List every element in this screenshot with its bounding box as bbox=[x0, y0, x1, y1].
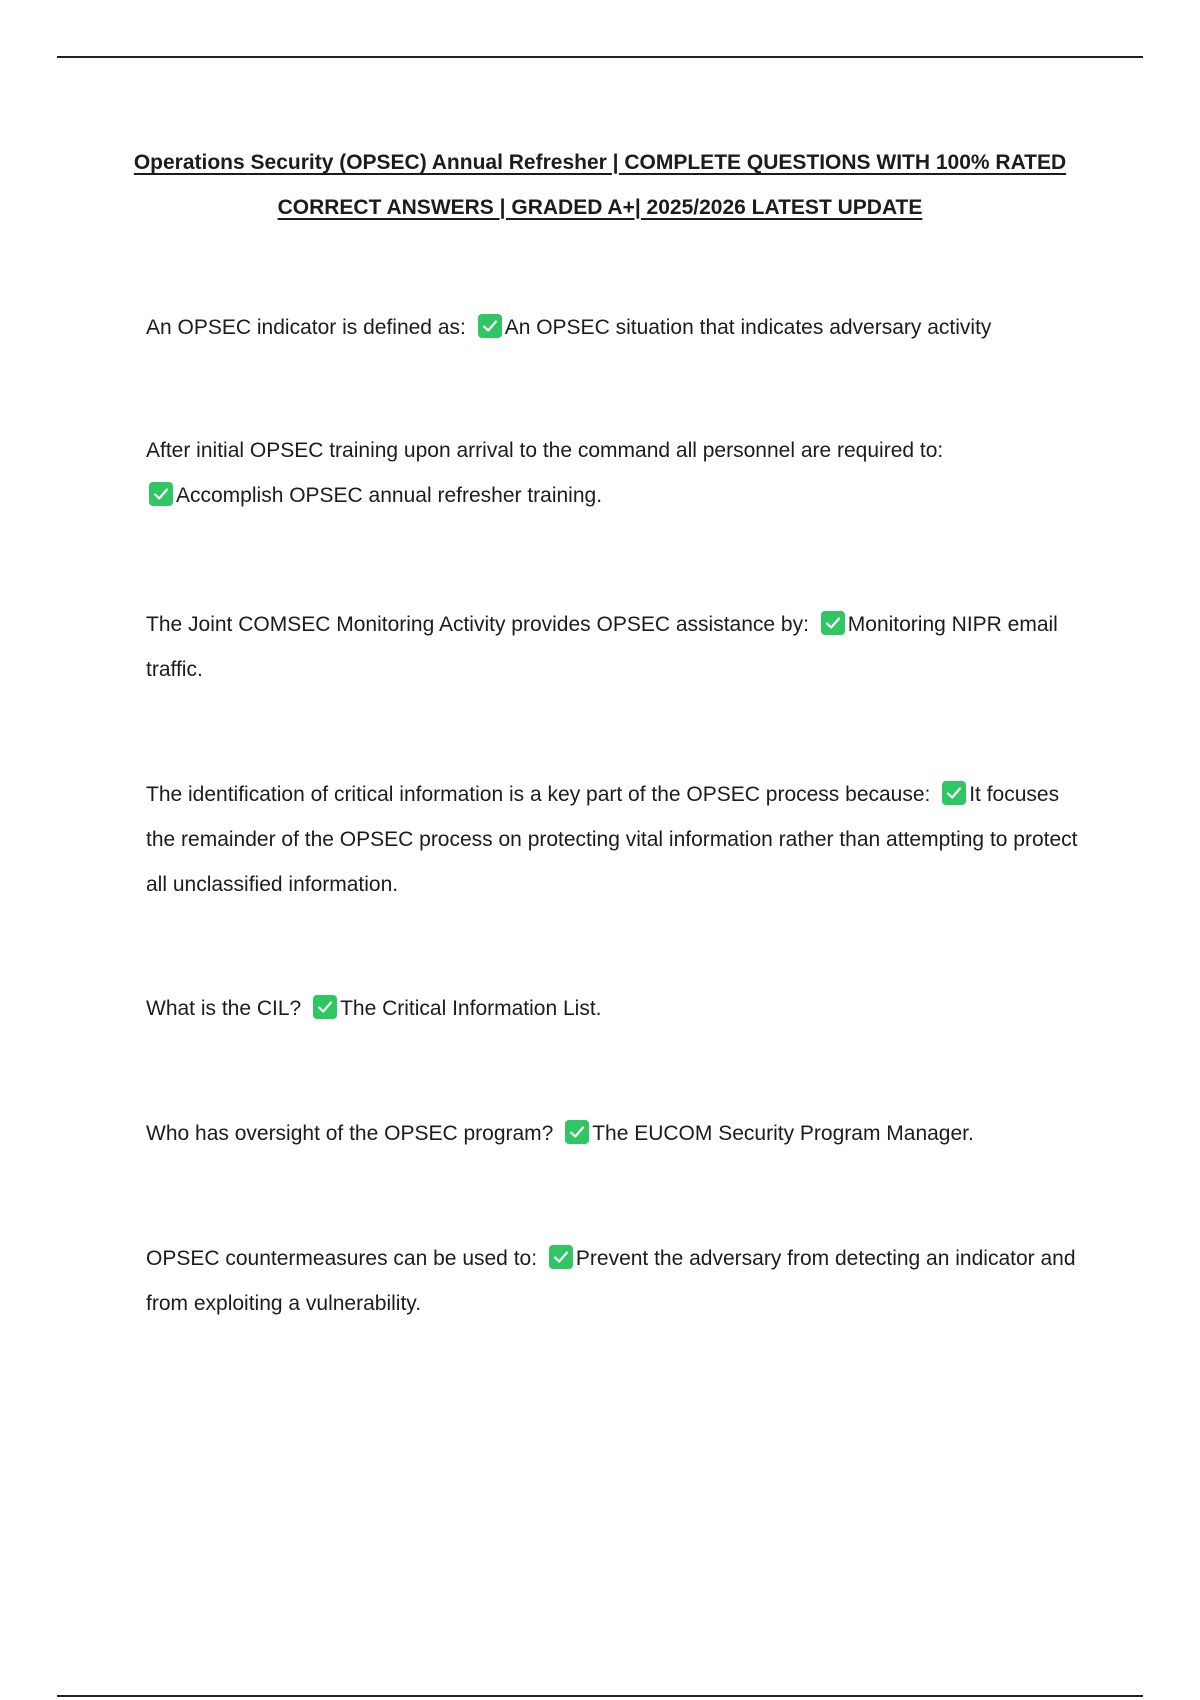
qa-item-6 bbox=[146, 1111, 1086, 1156]
check-mark-icon bbox=[313, 995, 337, 1019]
qa-item-2 bbox=[146, 428, 1086, 518]
check-mark-icon bbox=[478, 314, 502, 338]
question-text: OPSEC countermeasures can be used to: bbox=[146, 1247, 538, 1270]
check-mark-icon bbox=[821, 611, 845, 635]
qa-item-1 bbox=[146, 305, 1086, 350]
question-text: After initial OPSEC training upon arrival to the command all personnel are required to: bbox=[146, 439, 944, 462]
qa-item-3 bbox=[146, 602, 1086, 692]
title-line-1: Operations Security (OPSEC) Annual Refresher | COMPLETE QUESTIONS WITH 100% RATED bbox=[133, 151, 1067, 174]
answer-text: It focuses the remainder of the OPSEC process on protecting vital information rather than attempting to protect all unclassified information. bbox=[146, 783, 1078, 896]
answer-text: Prevent the adversary from detecting an indicator and from exploiting a vulnerability. bbox=[146, 1247, 1076, 1315]
check-mark-icon bbox=[942, 781, 966, 805]
qa-item-4 bbox=[146, 772, 1086, 907]
question-text: Who has oversight of the OPSEC program? bbox=[146, 1122, 554, 1145]
qa-item-5 bbox=[146, 986, 1086, 1031]
answer-text: Accomplish OPSEC annual refresher training. bbox=[176, 484, 603, 507]
document-title bbox=[100, 140, 1100, 230]
bottom-rule bbox=[57, 1695, 1143, 1697]
qa-item-7 bbox=[146, 1236, 1086, 1326]
question-text: What is the CIL? bbox=[146, 997, 302, 1020]
top-rule bbox=[57, 56, 1143, 58]
answer-text: An OPSEC situation that indicates adversary activity bbox=[504, 316, 992, 339]
check-mark-icon bbox=[565, 1120, 589, 1144]
answer-text: Monitoring NIPR email traffic. bbox=[146, 613, 1058, 681]
answer-text: The EUCOM Security Program Manager. bbox=[592, 1122, 974, 1145]
check-mark-icon bbox=[549, 1245, 573, 1269]
title-line-2: CORRECT ANSWERS | GRADED A+| 2025/2026 LATEST UPDATE bbox=[277, 196, 923, 219]
question-text: The Joint COMSEC Monitoring Activity provides OPSEC assistance by: bbox=[146, 613, 809, 636]
question-text: An OPSEC indicator is defined as: bbox=[146, 316, 466, 339]
check-mark-icon bbox=[149, 482, 173, 506]
question-text: The identification of critical information is a key part of the OPSEC process because: bbox=[146, 783, 931, 806]
answer-text: The Critical Information List. bbox=[340, 997, 602, 1020]
